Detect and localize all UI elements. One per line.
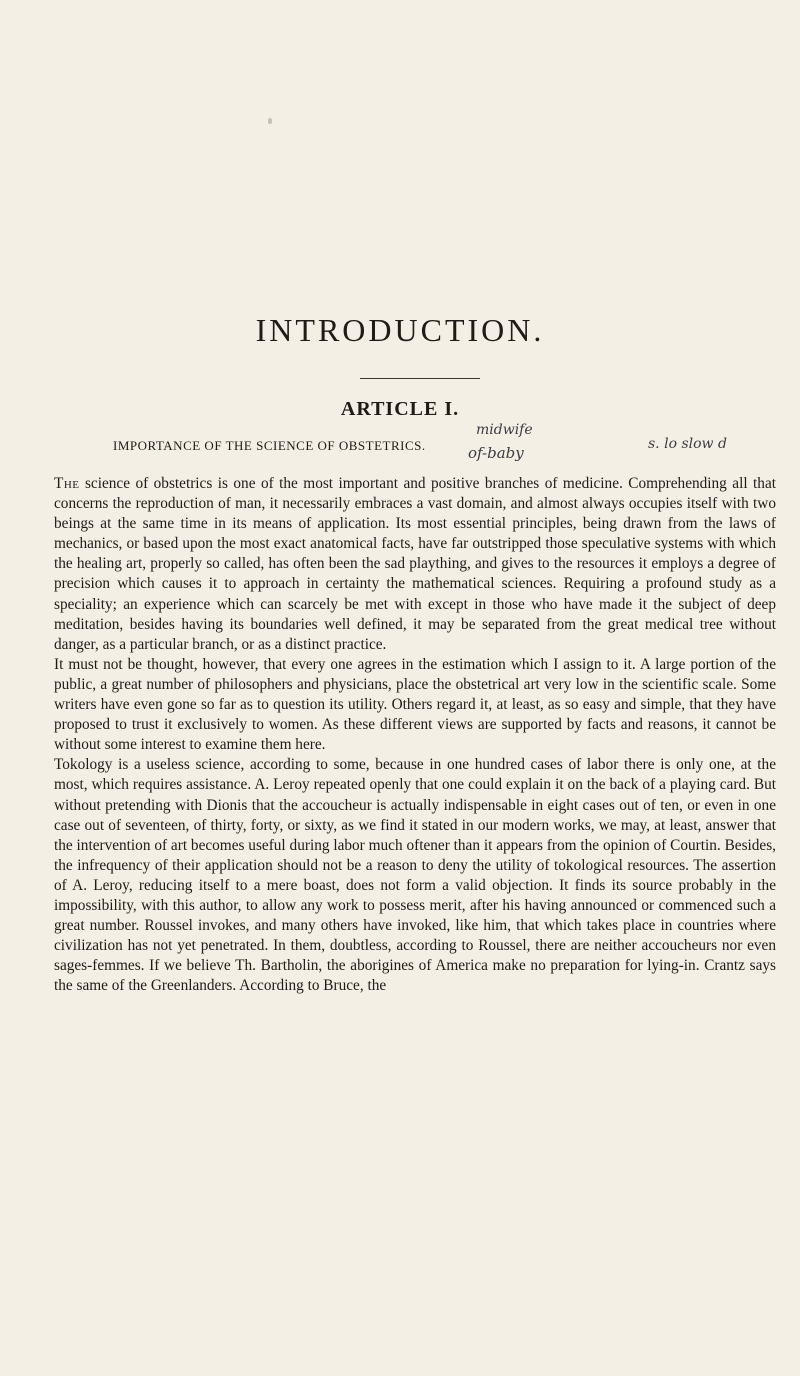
article-heading: ARTICLE I. (340, 398, 460, 420)
handwritten-note-1: midwife (476, 422, 533, 438)
handwritten-note-3: s. lo slow d (648, 436, 727, 452)
handwritten-note-2: of-baby (468, 444, 524, 462)
paragraph-text: It must not be thought, however, that every one agrees in the estimation which I assign to it. A large portion of the public, a great number of philosophers and physicians, place the obstetrical art very low in the scientific scale. Some writers have even gone so far as to question its utility. Others regard it, at least, as so easy and simple, that they have proposed to trust it exclusively to women. As these different views are supported by facts and reasons, it cannot be without some interest to examine them here. (54, 655, 776, 754)
paragraph-3 (54, 755, 776, 996)
title-divider (360, 378, 480, 379)
paragraph-2 (54, 655, 776, 755)
paragraph-text: Tokology is a useless science, according to some, because in one hundred cases of labor there is only one, at the most, which requires assistance. A. Leroy repeated openly that one could explain it on the back of a playing card. But without pretending with Dionis that the accoucheur is actually indispensable in eight cases out of ten, or even in one case out of seventeen, of thirty, forty, or sixty, as we find it stated in our modern works, we may, at least, answer that the intervention of art becomes useful during labor much oftener than it appears from the opinion of Courtin. Besides, the infrequency of their application should not be a reason to deny the utility of tokological resources. The assertion of A. Leroy, reducing itself to a mere boast, does not form a valid objection. It finds its source probably in the impossibility, with this author, to allow any work to possess merit, after his having announced or commenced such a great number. Roussel invokes, and many others have invoked, like him, that which takes place in countries where civilization has not yet penetrated. In them, doubtless, according to Roussel, there are neither accoucheurs nor even sages-femmes. If we believe Th. Bartholin, the aborigines of America make no preparation for lying-in. Crantz says the same of the Greenlanders. According to Bruce, the (54, 756, 776, 995)
section-subheading: IMPORTANCE OF THE SCIENCE OF OBSTETRICS. (113, 438, 426, 453)
paragraph-1 (54, 474, 776, 655)
ink-speck (268, 118, 272, 124)
page-title: INTRODUCTION. (255, 312, 545, 348)
article-body (54, 474, 776, 996)
paragraph-text: science of obstetrics is one of the most important and positive branches of medicine. Comprehending all that concerns the reproduction of man, it necessarily embraces a vast domain, and almost always occupies itself with two beings at the same time in its means of application. Its most essential principles, being drawn from the laws of mechanics, or based upon the most exact anatomical facts, have far outstripped those speculative systems with which the healing art, properly so called, has often been the sad plaything, and gives to the resources it employs a degree of precision which causes it to approach in certainty the mathematical sciences. Requiring a profound study as a speciality; an experience which can scarcely be met with except in those who have made it the subject of deep meditation, besides having its boundaries well defined, it may be separated from the great medical tree without danger, as a particular branch, or as a distinct practice. (54, 475, 776, 653)
paragraph-lead: The (54, 475, 80, 492)
